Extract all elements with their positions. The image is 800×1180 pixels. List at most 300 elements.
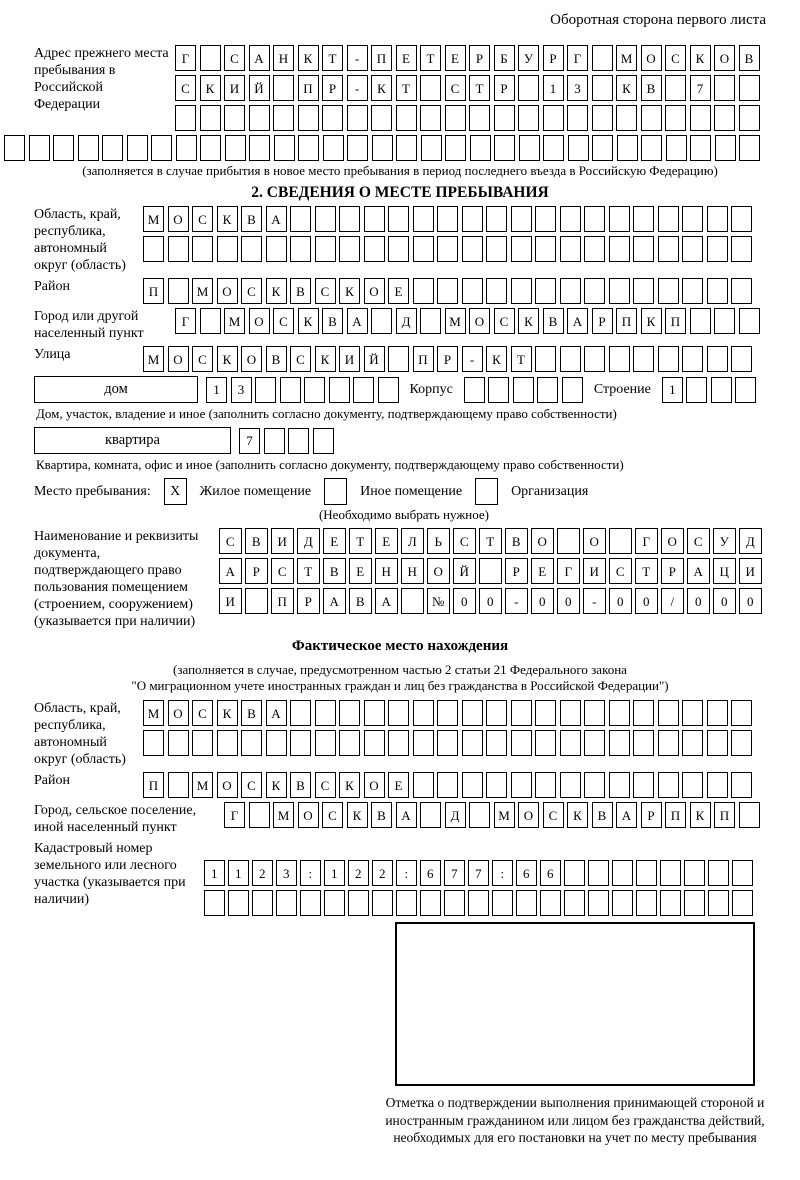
char-box[interactable]: К	[217, 346, 238, 372]
char-box[interactable]: П	[271, 588, 294, 614]
char-box[interactable]	[707, 206, 728, 232]
char-box[interactable]	[609, 236, 630, 262]
char-box[interactable]	[217, 730, 238, 756]
char-box[interactable]: О	[583, 528, 606, 554]
char-box[interactable]	[592, 135, 613, 161]
char-box[interactable]: Т	[322, 45, 343, 71]
char-box[interactable]: В	[290, 278, 311, 304]
char-box[interactable]: П	[665, 308, 686, 334]
char-box[interactable]	[739, 75, 760, 101]
char-box[interactable]: -	[347, 45, 368, 71]
char-box[interactable]	[684, 890, 705, 916]
char-box[interactable]	[470, 135, 491, 161]
char-box[interactable]	[280, 377, 301, 403]
char-box[interactable]: О	[427, 558, 450, 584]
char-box[interactable]: О	[298, 802, 319, 828]
char-box[interactable]: А	[323, 588, 346, 614]
char-box[interactable]	[633, 700, 654, 726]
char-box[interactable]	[584, 206, 605, 232]
char-box[interactable]	[348, 890, 369, 916]
char-box[interactable]	[300, 890, 321, 916]
char-box[interactable]	[245, 588, 268, 614]
char-box[interactable]	[315, 730, 336, 756]
char-box[interactable]	[290, 206, 311, 232]
char-box[interactable]: О	[469, 308, 490, 334]
char-box[interactable]	[323, 135, 344, 161]
char-box[interactable]	[557, 528, 580, 554]
char-box[interactable]	[560, 236, 581, 262]
char-box[interactable]	[588, 890, 609, 916]
char-box[interactable]	[175, 105, 196, 131]
char-box[interactable]	[636, 890, 657, 916]
char-box[interactable]	[633, 772, 654, 798]
char-box[interactable]: 1	[543, 75, 564, 101]
char-box[interactable]: Е	[323, 528, 346, 554]
char-box[interactable]	[609, 772, 630, 798]
char-box[interactable]: Р	[322, 75, 343, 101]
char-box[interactable]	[562, 377, 583, 403]
char-box[interactable]: Р	[592, 308, 613, 334]
char-box[interactable]	[714, 105, 735, 131]
char-box[interactable]: С	[445, 75, 466, 101]
char-box[interactable]: М	[445, 308, 466, 334]
char-box[interactable]	[511, 772, 532, 798]
char-box[interactable]: А	[375, 588, 398, 614]
char-box[interactable]: Р	[661, 558, 684, 584]
char-box[interactable]	[708, 890, 729, 916]
checkbox-organization[interactable]	[475, 478, 498, 505]
char-box[interactable]: Т	[479, 528, 502, 554]
char-box[interactable]	[739, 802, 760, 828]
char-box[interactable]	[543, 135, 564, 161]
char-box[interactable]	[437, 700, 458, 726]
char-box[interactable]: П	[665, 802, 686, 828]
char-box[interactable]	[707, 730, 728, 756]
char-box[interactable]: 0	[479, 588, 502, 614]
char-box[interactable]: Е	[445, 45, 466, 71]
char-box[interactable]	[711, 377, 732, 403]
char-box[interactable]: Й	[453, 558, 476, 584]
char-box[interactable]: В	[349, 588, 372, 614]
char-box[interactable]: В	[323, 558, 346, 584]
char-box[interactable]	[298, 135, 319, 161]
char-box[interactable]	[609, 700, 630, 726]
char-box[interactable]	[347, 135, 368, 161]
char-box[interactable]: С	[543, 802, 564, 828]
char-box[interactable]	[396, 105, 417, 131]
char-box[interactable]	[513, 377, 534, 403]
char-box[interactable]	[584, 346, 605, 372]
char-box[interactable]: К	[339, 278, 360, 304]
char-box[interactable]	[584, 236, 605, 262]
char-box[interactable]: 1	[324, 860, 345, 886]
char-box[interactable]	[469, 802, 490, 828]
char-box[interactable]	[396, 135, 417, 161]
char-box[interactable]	[168, 278, 189, 304]
char-box[interactable]: :	[492, 860, 513, 886]
char-box[interactable]	[255, 377, 276, 403]
char-box[interactable]	[690, 308, 711, 334]
char-box[interactable]	[633, 206, 654, 232]
char-box[interactable]	[168, 730, 189, 756]
char-box[interactable]: К	[298, 308, 319, 334]
char-box[interactable]	[413, 730, 434, 756]
char-box[interactable]: Л	[401, 528, 424, 554]
char-box[interactable]: Р	[437, 346, 458, 372]
char-box[interactable]: Г	[175, 45, 196, 71]
char-box[interactable]: А	[266, 206, 287, 232]
char-box[interactable]	[609, 278, 630, 304]
char-box[interactable]	[707, 700, 728, 726]
char-box[interactable]	[364, 700, 385, 726]
char-box[interactable]: Д	[396, 308, 417, 334]
char-box[interactable]	[462, 278, 483, 304]
char-box[interactable]	[488, 377, 509, 403]
char-box[interactable]	[540, 890, 561, 916]
char-box[interactable]	[707, 236, 728, 262]
char-box[interactable]: 0	[713, 588, 736, 614]
char-box[interactable]	[511, 730, 532, 756]
char-box[interactable]	[378, 377, 399, 403]
char-box[interactable]: 1	[204, 860, 225, 886]
char-box[interactable]	[682, 346, 703, 372]
char-box[interactable]: 0	[687, 588, 710, 614]
char-box[interactable]	[143, 730, 164, 756]
char-box[interactable]: 2	[252, 860, 273, 886]
char-box[interactable]	[666, 135, 687, 161]
char-box[interactable]	[371, 105, 392, 131]
char-box[interactable]: 3	[567, 75, 588, 101]
char-box[interactable]: В	[241, 700, 262, 726]
checkbox-other-premises[interactable]	[324, 478, 347, 505]
char-box[interactable]	[241, 236, 262, 262]
char-box[interactable]: Р	[641, 802, 662, 828]
char-box[interactable]: Г	[567, 45, 588, 71]
char-box[interactable]: В	[241, 206, 262, 232]
char-box[interactable]: А	[266, 700, 287, 726]
char-box[interactable]: 6	[420, 860, 441, 886]
char-box[interactable]: К	[266, 772, 287, 798]
char-box[interactable]	[413, 236, 434, 262]
char-box[interactable]: М	[273, 802, 294, 828]
char-box[interactable]	[364, 730, 385, 756]
char-box[interactable]: Р	[469, 45, 490, 71]
char-box[interactable]	[731, 278, 752, 304]
char-box[interactable]: К	[371, 75, 392, 101]
char-box[interactable]	[168, 236, 189, 262]
char-box[interactable]	[252, 890, 273, 916]
char-box[interactable]: 0	[739, 588, 762, 614]
char-box[interactable]: У	[713, 528, 736, 554]
char-box[interactable]: Н	[401, 558, 424, 584]
char-box[interactable]	[535, 278, 556, 304]
char-box[interactable]: П	[616, 308, 637, 334]
char-box[interactable]	[537, 377, 558, 403]
char-box[interactable]: О	[641, 45, 662, 71]
char-box[interactable]	[486, 278, 507, 304]
char-box[interactable]	[273, 105, 294, 131]
char-box[interactable]	[560, 278, 581, 304]
char-box[interactable]	[437, 236, 458, 262]
char-box[interactable]: В	[641, 75, 662, 101]
char-box[interactable]: А	[396, 802, 417, 828]
char-box[interactable]: Р	[297, 588, 320, 614]
char-box[interactable]: Р	[505, 558, 528, 584]
char-box[interactable]	[266, 236, 287, 262]
char-box[interactable]	[315, 236, 336, 262]
char-box[interactable]	[633, 236, 654, 262]
char-box[interactable]: С	[175, 75, 196, 101]
char-box[interactable]	[682, 772, 703, 798]
char-box[interactable]: Р	[543, 45, 564, 71]
char-box[interactable]	[641, 105, 662, 131]
char-box[interactable]: К	[641, 308, 662, 334]
char-box[interactable]	[224, 105, 245, 131]
char-box[interactable]	[658, 700, 679, 726]
char-box[interactable]: 1	[662, 377, 683, 403]
char-box[interactable]	[511, 206, 532, 232]
char-box[interactable]	[564, 860, 585, 886]
char-box[interactable]: Е	[388, 278, 409, 304]
char-box[interactable]	[151, 135, 172, 161]
char-box[interactable]: С	[453, 528, 476, 554]
char-box[interactable]: А	[616, 802, 637, 828]
char-box[interactable]: Й	[249, 75, 270, 101]
char-box[interactable]: М	[143, 346, 164, 372]
char-box[interactable]: В	[371, 802, 392, 828]
char-box[interactable]	[665, 75, 686, 101]
char-box[interactable]: К	[339, 772, 360, 798]
char-box[interactable]	[739, 105, 760, 131]
char-box[interactable]: С	[192, 206, 213, 232]
char-box[interactable]	[78, 135, 99, 161]
char-box[interactable]	[200, 308, 221, 334]
char-box[interactable]: -	[505, 588, 528, 614]
char-box[interactable]	[592, 75, 613, 101]
char-box[interactable]	[420, 890, 441, 916]
char-box[interactable]	[617, 135, 638, 161]
char-box[interactable]: Н	[375, 558, 398, 584]
char-box[interactable]: П	[714, 802, 735, 828]
char-box[interactable]	[192, 236, 213, 262]
char-box[interactable]: С	[322, 802, 343, 828]
char-box[interactable]: №	[427, 588, 450, 614]
char-box[interactable]: О	[241, 346, 262, 372]
char-box[interactable]: К	[567, 802, 588, 828]
char-box[interactable]	[329, 377, 350, 403]
char-box[interactable]: О	[661, 528, 684, 554]
char-box[interactable]	[519, 135, 540, 161]
char-box[interactable]: Д	[445, 802, 466, 828]
char-box[interactable]	[444, 890, 465, 916]
char-box[interactable]: О	[364, 278, 385, 304]
char-box[interactable]	[339, 730, 360, 756]
char-box[interactable]: :	[300, 860, 321, 886]
char-box[interactable]	[339, 236, 360, 262]
char-box[interactable]: С	[192, 700, 213, 726]
char-box[interactable]	[568, 135, 589, 161]
char-box[interactable]	[437, 772, 458, 798]
char-box[interactable]	[686, 377, 707, 403]
char-box[interactable]	[445, 105, 466, 131]
char-box[interactable]: Г	[175, 308, 196, 334]
char-box[interactable]	[364, 206, 385, 232]
char-box[interactable]: 1	[228, 860, 249, 886]
char-box[interactable]: К	[518, 308, 539, 334]
char-box[interactable]	[228, 890, 249, 916]
char-box[interactable]	[731, 772, 752, 798]
char-box[interactable]: П	[413, 346, 434, 372]
char-box[interactable]	[468, 890, 489, 916]
char-box[interactable]: Р	[494, 75, 515, 101]
char-box[interactable]: С	[271, 558, 294, 584]
char-box[interactable]	[731, 730, 752, 756]
char-box[interactable]	[535, 772, 556, 798]
char-box[interactable]: М	[494, 802, 515, 828]
char-box[interactable]	[633, 730, 654, 756]
char-box[interactable]	[290, 730, 311, 756]
char-box[interactable]: К	[200, 75, 221, 101]
char-box[interactable]	[364, 236, 385, 262]
char-box[interactable]	[315, 700, 336, 726]
char-box[interactable]	[264, 428, 285, 454]
char-box[interactable]: С	[192, 346, 213, 372]
char-box[interactable]	[588, 860, 609, 886]
char-box[interactable]	[290, 700, 311, 726]
char-box[interactable]	[560, 346, 581, 372]
char-box[interactable]: -	[347, 75, 368, 101]
char-box[interactable]	[731, 346, 752, 372]
char-box[interactable]: П	[298, 75, 319, 101]
char-box[interactable]: М	[192, 278, 213, 304]
char-box[interactable]: В	[290, 772, 311, 798]
char-box[interactable]: С	[224, 45, 245, 71]
char-box[interactable]	[420, 105, 441, 131]
char-box[interactable]: К	[315, 346, 336, 372]
char-box[interactable]	[682, 236, 703, 262]
char-box[interactable]	[143, 236, 164, 262]
char-box[interactable]	[225, 135, 246, 161]
char-box[interactable]	[494, 105, 515, 131]
char-box[interactable]: А	[687, 558, 710, 584]
char-box[interactable]: М	[616, 45, 637, 71]
char-box[interactable]	[486, 700, 507, 726]
char-box[interactable]: С	[315, 772, 336, 798]
char-box[interactable]	[298, 105, 319, 131]
char-box[interactable]: Ц	[713, 558, 736, 584]
char-box[interactable]: С	[241, 772, 262, 798]
char-box[interactable]	[339, 700, 360, 726]
char-box[interactable]: Е	[396, 45, 417, 71]
char-box[interactable]: 7	[690, 75, 711, 101]
char-box[interactable]	[29, 135, 50, 161]
char-box[interactable]	[462, 206, 483, 232]
char-box[interactable]	[421, 135, 442, 161]
char-box[interactable]	[176, 135, 197, 161]
char-box[interactable]	[592, 105, 613, 131]
char-box[interactable]	[731, 206, 752, 232]
char-box[interactable]: О	[217, 278, 238, 304]
char-box[interactable]	[511, 700, 532, 726]
char-box[interactable]	[690, 135, 711, 161]
char-box[interactable]: И	[739, 558, 762, 584]
char-box[interactable]: Т	[511, 346, 532, 372]
char-box[interactable]	[168, 772, 189, 798]
char-box[interactable]	[707, 278, 728, 304]
char-box[interactable]	[266, 730, 287, 756]
char-box[interactable]	[396, 890, 417, 916]
char-box[interactable]: К	[217, 206, 238, 232]
char-box[interactable]	[732, 860, 753, 886]
char-box[interactable]	[288, 428, 309, 454]
char-box[interactable]: Й	[364, 346, 385, 372]
char-box[interactable]: И	[219, 588, 242, 614]
char-box[interactable]	[4, 135, 25, 161]
char-box[interactable]: Т	[635, 558, 658, 584]
char-box[interactable]	[658, 346, 679, 372]
char-box[interactable]: С	[687, 528, 710, 554]
char-box[interactable]: 0	[453, 588, 476, 614]
char-box[interactable]: Е	[349, 558, 372, 584]
char-box[interactable]: К	[690, 802, 711, 828]
char-box[interactable]	[535, 206, 556, 232]
char-box[interactable]: П	[143, 772, 164, 798]
char-box[interactable]: И	[271, 528, 294, 554]
char-box[interactable]: 1	[206, 377, 227, 403]
char-box[interactable]	[200, 105, 221, 131]
char-box[interactable]	[347, 105, 368, 131]
char-box[interactable]: О	[168, 346, 189, 372]
char-box[interactable]: О	[168, 700, 189, 726]
char-box[interactable]	[715, 135, 736, 161]
char-box[interactable]	[388, 700, 409, 726]
char-box[interactable]	[324, 890, 345, 916]
char-box[interactable]	[682, 278, 703, 304]
char-box[interactable]	[372, 135, 393, 161]
char-box[interactable]	[609, 528, 632, 554]
char-box[interactable]	[658, 730, 679, 756]
char-box[interactable]: С	[219, 528, 242, 554]
char-box[interactable]	[636, 860, 657, 886]
char-box[interactable]	[445, 135, 466, 161]
char-box[interactable]	[217, 236, 238, 262]
char-box[interactable]	[564, 890, 585, 916]
char-box[interactable]	[486, 772, 507, 798]
char-box[interactable]	[739, 308, 760, 334]
char-box[interactable]	[462, 700, 483, 726]
char-box[interactable]	[371, 308, 392, 334]
char-box[interactable]: М	[192, 772, 213, 798]
char-box[interactable]	[560, 730, 581, 756]
char-box[interactable]: Е	[531, 558, 554, 584]
char-box[interactable]: О	[364, 772, 385, 798]
char-box[interactable]	[682, 730, 703, 756]
char-box[interactable]	[249, 802, 270, 828]
char-box[interactable]	[560, 772, 581, 798]
char-box[interactable]	[322, 105, 343, 131]
char-box[interactable]: Т	[396, 75, 417, 101]
char-box[interactable]: Б	[494, 45, 515, 71]
char-box[interactable]	[584, 730, 605, 756]
char-box[interactable]	[420, 308, 441, 334]
char-box[interactable]	[707, 346, 728, 372]
char-box[interactable]: С	[494, 308, 515, 334]
char-box[interactable]: 0	[609, 588, 632, 614]
char-box[interactable]	[731, 236, 752, 262]
checkbox-residential[interactable]: X	[164, 478, 187, 505]
char-box[interactable]	[584, 278, 605, 304]
char-box[interactable]	[486, 206, 507, 232]
